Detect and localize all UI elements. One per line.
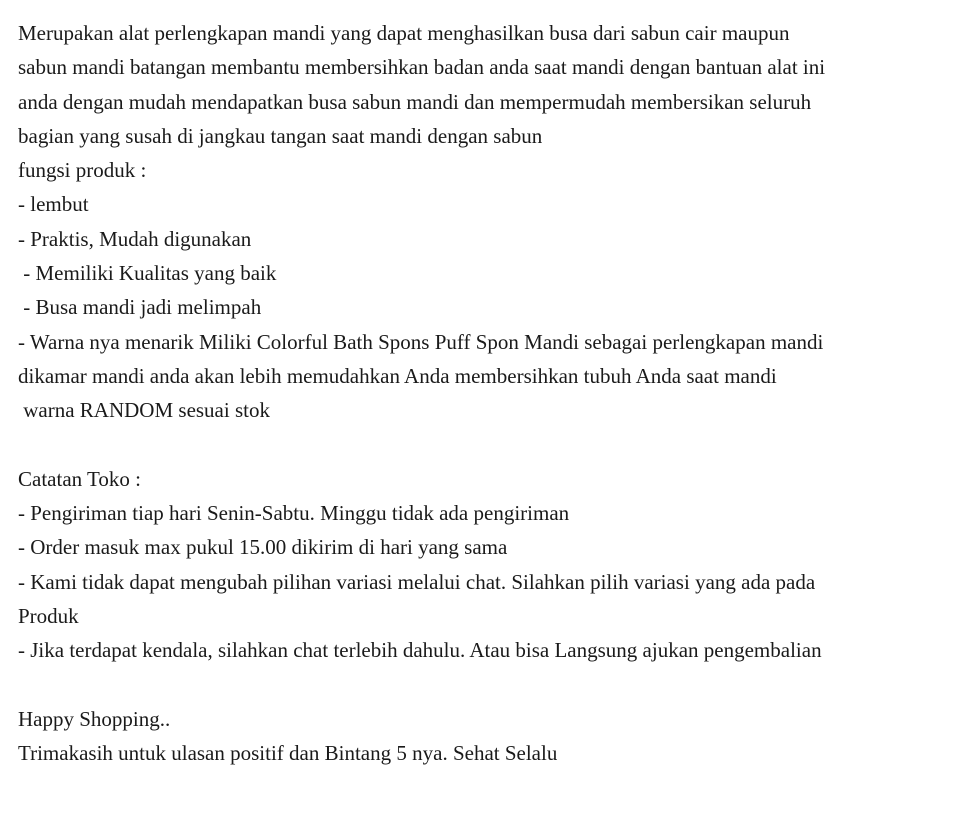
function-heading: fungsi produk : [18,158,147,183]
paragraph-spacer [18,428,938,462]
intro-line: Merupakan alat perlengkapan mandi yang dapat menghasilkan busa dari sabun cair maupun [18,21,790,45]
intro-line: sabun mandi batangan membantu membersihkan badan anda saat mandi dengan bantuan alat ini [18,55,826,80]
store-note-item: - Kami tidak dapat mengubah pilihan variasi melalui chat. Silahkan pilih variasi yang ada pada [18,569,816,594]
function-item: dikamar mandi anda akan lebih memudahkan Anda membersihkan tubuh Anda saat mandi [18,363,777,388]
store-note-item: - Jika terdapat kendala, silahkan chat terlebih dahulu. Atau bisa Langsung ajukan pengembalian [18,638,822,663]
store-note-item: - Pengiriman tiap hari Senin-Sabtu. Minggu tidak ada pengiriman [18,501,570,526]
function-item: - Praktis, Mudah digunakan [18,226,252,251]
intro-line: anda dengan mudah mendapatkan busa sabun mandi dan mempermudah membersikan seluruh [18,89,812,114]
function-item: - Memiliki Kualitas yang baik [18,261,277,286]
function-item: - Warna nya menarik Miliki Colorful Bath Spons Puff Spon Mandi sebagai perlengkapan mandi [18,329,824,354]
closing-line: Trimakasih untuk ulasan positif dan Bintang 5 nya. Sehat Selalu [18,741,558,766]
store-note-item: - Order masuk max pukul 15.00 dikirim di hari yang sama [18,535,508,560]
store-notes-heading: Catatan Toko : [18,466,141,491]
function-item: warna RANDOM sesuai stok [18,398,270,423]
intro-line: bagian yang susah di jangkau tangan saat mandi dengan sabun [18,123,543,148]
closing-line: Happy Shopping.. [18,706,171,731]
function-item: - Busa mandi jadi melimpah [18,295,262,320]
product-description [18,16,938,771]
function-item: - lembut [18,192,89,217]
store-note-item: Produk [18,604,79,629]
paragraph-spacer [18,668,938,702]
